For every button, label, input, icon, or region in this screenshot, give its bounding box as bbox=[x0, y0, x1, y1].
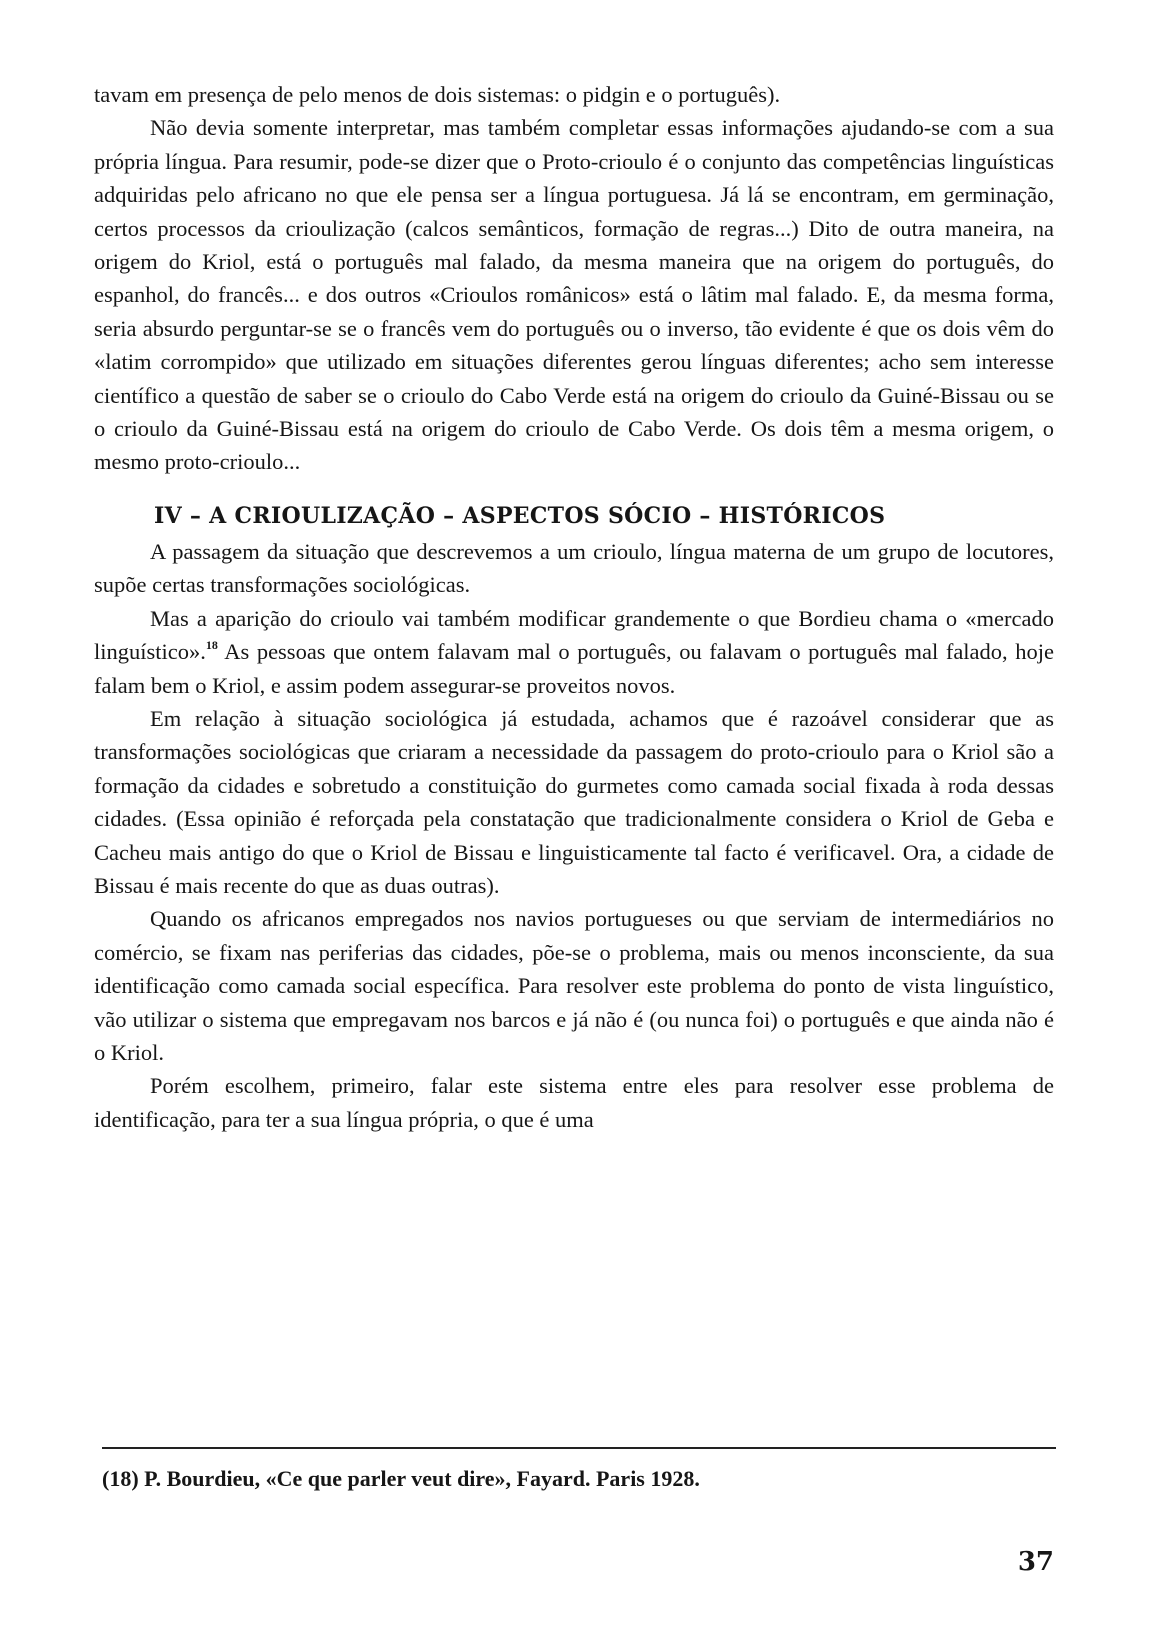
footnote-title: «Ce que parler veut dire», bbox=[265, 1466, 512, 1491]
paragraph-porem: Porém escolhem, primeiro, falar este sistema entre eles para resolver esse problema de identificação, para ter a sua língua própria, o que é uma bbox=[94, 1073, 1054, 1132]
footnote-number: (18) bbox=[102, 1466, 139, 1491]
paragraph-proto-crioulo: Não devia somente interpretar, mas também completar essas informações ajudando-se com a sua própria língua. Para resumir, pode-se dizer que o Proto-crioulo é o conjunto das competências linguísticas adquiridas pelo africano no que ele pensa ser a língua portuguesa. Já lá se encontram, em germinação, certos processos da crioulização (calcos semânticos, formação de regras...) Dito de outra maneira, na origem do Kriol, está o português mal falado, da mesma maneira que na origem do português, do espanhol, do francês... e dos outros «Crioulos românicos» está o lâtim mal falado. E, da mesma forma, seria absurdo perguntar-se se o francês vem do português ou o inverso, tão evidente é que os dois vêm do «latim corrompido» que utilizado em situações diferentes gerou línguas diferentes; acho sem interesse científico a questão de saber se o crioulo do Cabo Verde está na origem do crioulo da Guiné-Bissau ou se o crioulo da Guiné-Bissau está na origem do crioulo de Cabo Verde. Os dois têm a mesma origem, o mesmo proto-crioulo... bbox=[94, 115, 1054, 475]
footnote-publisher: Fayard. Paris 1928. bbox=[516, 1466, 700, 1491]
paragraph-text: Mas a aparição do crioulo vai também modificar grandemente o que Bordieu chama o «mercado linguístico». bbox=[94, 605, 1054, 665]
page-number: 37 bbox=[1017, 1547, 1054, 1577]
paragraph-situacao-sociologica: Em relação à situação sociológica já estudada, achamos que é razoável considerar que as transformações sociológicas que criaram a necessidade da passagem do proto-crioulo para o Kriol são a formação da cidades e sobretudo a constituição do gurmetes como camada social fixada à roda dessas cidades. (Essa opinião é reforçada pela constatação que tradicionalmente considera o Kriol de Geba e Cacheu mais antigo do que o Kriol de Bissau e linguisticamente tal facto é verificavel. Ora, a cidade de Bissau é mais recente do que as duas outras). bbox=[94, 705, 1054, 898]
footnote-divider bbox=[102, 1447, 1056, 1449]
paragraph-continuation: tavam em presença de pelo menos de dois sistemas: o pidgin e o português). bbox=[94, 82, 781, 107]
body-text bbox=[94, 78, 1054, 1136]
footnote-author: P. Bourdieu, bbox=[144, 1466, 261, 1491]
footnote-reference: 18 bbox=[205, 638, 218, 653]
paragraph-mercado-linguistico bbox=[94, 602, 1054, 702]
section-heading: IV – A CRIOULIZAÇÃO – ASPECTOS SÓCIO – HISTÓRICOS bbox=[154, 502, 886, 529]
footnote bbox=[102, 1463, 1052, 1495]
paragraph-africanos: Quando os africanos empregados nos navios portugueses ou que serviam de intermediários no comércio, se fixam nas periferias das cidades, põe-se o problema, mais ou menos inconsciente, da sua identificação como camada social específica. Para resolver este problema do ponto de vista linguístico, vão utilizar o sistema que empregavam nos barcos e já não é (ou nunca foi) o português e que ainda não é o Kriol. bbox=[94, 906, 1054, 1065]
paragraph-passagem: A passagem da situação que descrevemos a um crioulo, língua materna de um grupo de locutores, supõe certas transformações sociológicas. bbox=[94, 538, 1054, 598]
paragraph-text: As pessoas que ontem falavam mal o português, ou falavam o português mal falado, hoje falam bem o Kriol, e assim podem assegurar-se proveitos novos. bbox=[94, 639, 1054, 698]
